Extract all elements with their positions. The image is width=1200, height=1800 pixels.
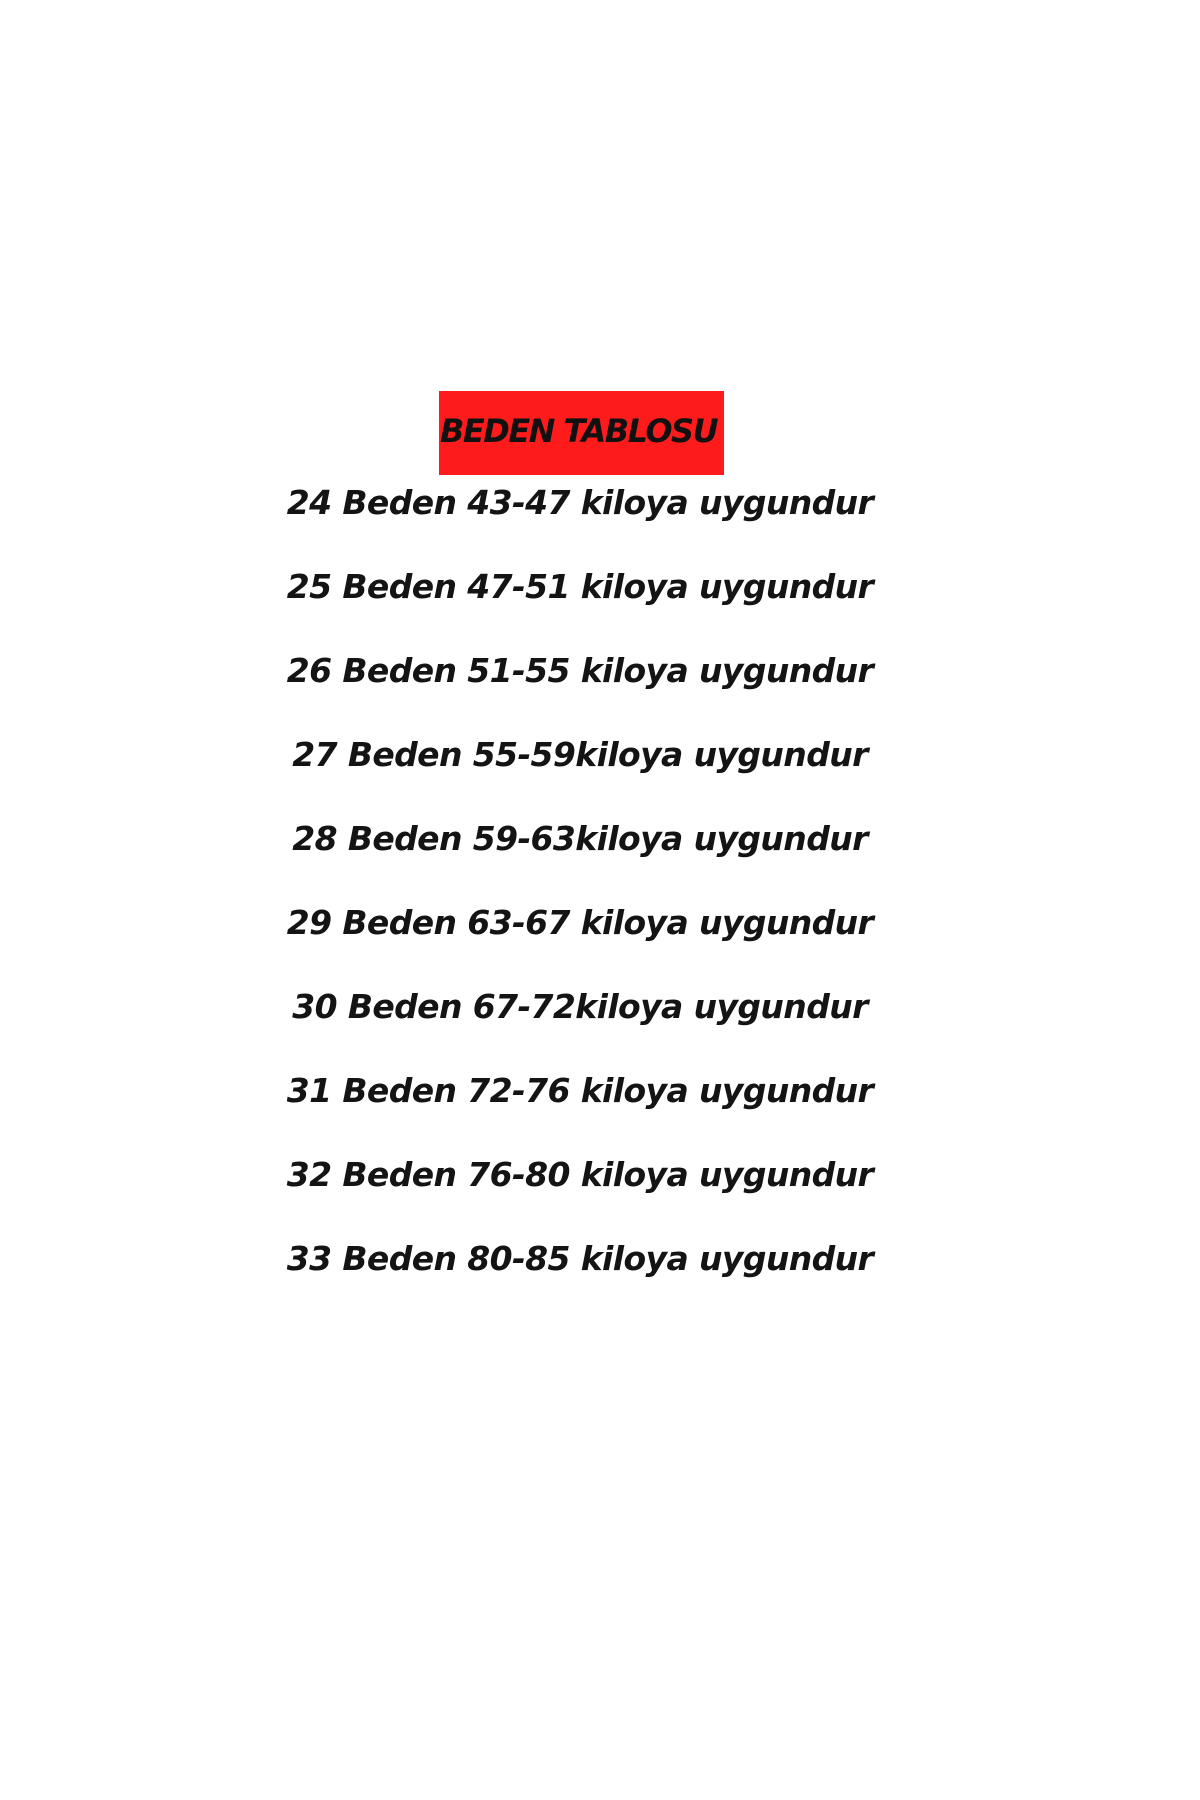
size-row-29: 29 Beden 63-67 kiloya uygundur (286, 903, 874, 942)
size-row-31: 31 Beden 72-76 kiloya uygundur (286, 1071, 874, 1110)
size-list (0, 478, 1160, 1318)
size-row-27: 27 Beden 55-59kiloya uygundur (292, 735, 868, 774)
size-row-28: 28 Beden 59-63kiloya uygundur (292, 819, 868, 858)
size-row-30: 30 Beden 67-72kiloya uygundur (292, 987, 868, 1026)
size-row-26: 26 Beden 51-55 kiloya uygundur (286, 651, 874, 690)
size-row-32: 32 Beden 76-80 kiloya uygundur (286, 1155, 874, 1194)
size-row-25: 25 Beden 47-51 kiloya uygundur (286, 567, 874, 606)
size-row-33: 33 Beden 80-85 kiloya uygundur (286, 1239, 874, 1278)
size-row-24: 24 Beden 43-47 kiloya uygundur (286, 483, 874, 522)
size-chart-title: BEDEN TABLOSU (439, 391, 724, 475)
